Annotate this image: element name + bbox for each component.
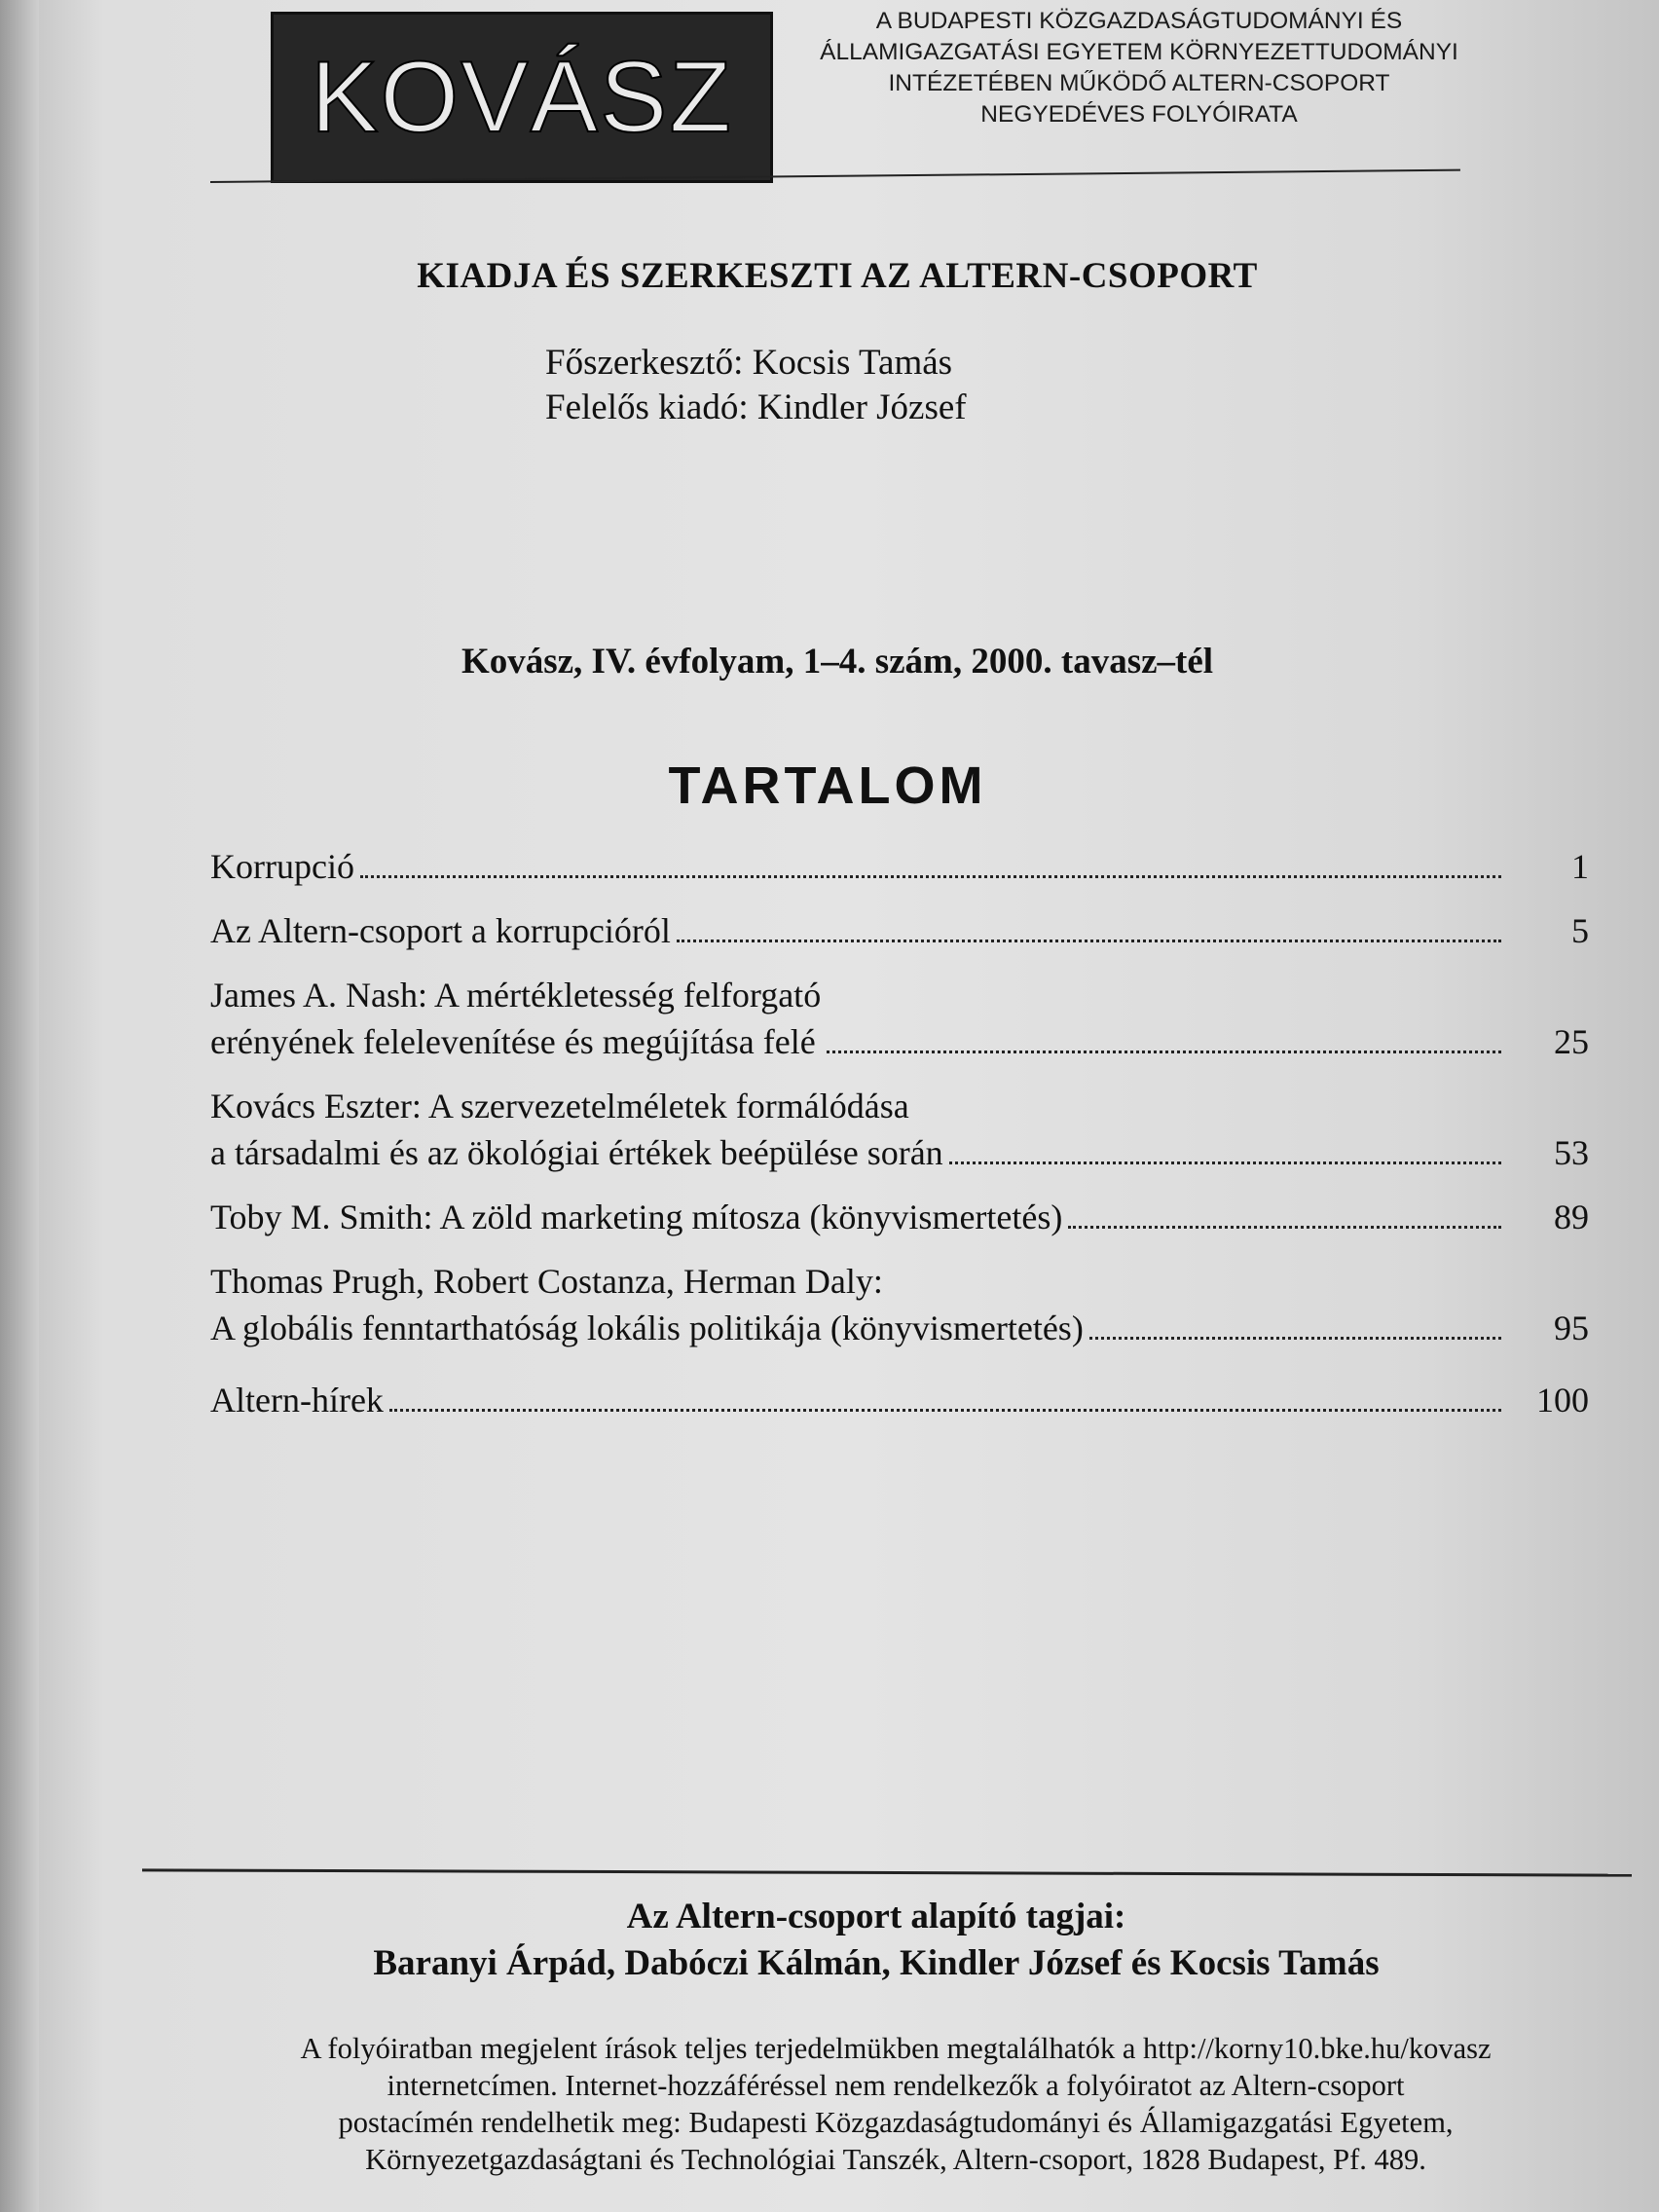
- toc-entry-line: James A. Nash: A mértékletesség felforgató: [210, 976, 822, 1014]
- toc-title: TARTALOM: [668, 756, 987, 815]
- toc-entry-title: [210, 907, 671, 954]
- note-line: internetcímen. Internet-hozzáféréssel nem rendelkezők a folyóiratot az Altern-csoport: [387, 2069, 1405, 2102]
- logo-text: KOVÁSZ: [311, 40, 733, 154]
- toc-page-number: 25: [1554, 1022, 1589, 1061]
- toc-entry-line: a társadalmi és az ökológiai értékek beépülése során: [210, 1133, 943, 1172]
- issue-info: Kovász, IV. évfolyam, 1–4. szám, 2000. tavasz–tél: [461, 642, 1214, 682]
- toc-page-number: 95: [1554, 1309, 1589, 1347]
- note-line: postacímén rendelhetik meg: Budapesti Közgazdaságtudományi és Államigazgatási Egyetem,: [338, 2106, 1454, 2139]
- institution-line: INTÉZETÉBEN MŰKÖDŐ ALTERN-CSOPORT: [888, 70, 1390, 96]
- institution-line: A BUDAPESTI KÖZGAZDASÁGTUDOMÁNYI ÉS: [875, 8, 1403, 34]
- toc-entry-title: [210, 1194, 1062, 1240]
- toc-entry: [210, 1083, 1589, 1176]
- note-line: Környezetgazdaságtani és Technológiai Tanszék, Altern-csoport, 1828 Budapest, Pf. 489.: [365, 2143, 1426, 2176]
- toc-entry-line: Korrupció: [210, 847, 354, 886]
- toc-entry-line: Kovács Eszter: A szervezetelméletek formálódása: [210, 1087, 909, 1125]
- table-of-contents: [210, 843, 1589, 1423]
- founders-heading: Az Altern-csoport alapító tagjai:: [626, 1897, 1126, 1936]
- toc-entry-title: [210, 843, 354, 890]
- toc-dot-leader: [677, 940, 1501, 942]
- toc-dot-leader: [1089, 1337, 1501, 1340]
- toc-entry: [210, 1377, 1589, 1423]
- toc-dot-leader: [1068, 1226, 1501, 1229]
- toc-entry-title: [210, 1377, 384, 1423]
- toc-entry-line: erényének felelevenítése és megújítása felé: [210, 1022, 816, 1061]
- institution-line: NEGYEDÉVES FOLYÓIRATA: [980, 101, 1298, 128]
- editors-block: [545, 341, 1129, 430]
- toc-entry-line: Thomas Prugh, Robert Costanza, Herman Daly:: [210, 1262, 883, 1301]
- founders-names: Baranyi Árpád, Dabóczi Kálmán, Kindler József és Kocsis Tamás: [373, 1943, 1380, 1983]
- toc-entry-line: A globális fenntarthatóság lokális politikája (könyvismertetés): [210, 1309, 1084, 1347]
- responsible-publisher: Felelős kiadó: Kindler József: [545, 387, 967, 427]
- toc-dot-leader: [827, 1051, 1501, 1053]
- toc-entry: [210, 843, 1589, 890]
- toc-dot-leader: [949, 1161, 1501, 1164]
- toc-entry-title: [210, 1258, 1084, 1351]
- toc-entry-line: Altern-hírek: [210, 1381, 384, 1419]
- toc-entry-title: [210, 972, 821, 1065]
- publisher-line: KIADJA ÉS SZERKESZTI AZ ALTERN-CSOPORT: [417, 256, 1258, 296]
- toc-entry-line: Az Altern-csoport a korrupcióról: [210, 911, 671, 950]
- toc-entry-title: [210, 1083, 943, 1176]
- institution-line: ÁLLAMIGAZGATÁSI EGYETEM KÖRNYEZETTUDOMÁNYI: [820, 39, 1458, 65]
- toc-page-number: 89: [1554, 1198, 1589, 1236]
- toc-entry: [210, 1258, 1589, 1351]
- founders-block: [195, 1894, 1558, 1987]
- toc-page-number: 100: [1536, 1381, 1589, 1419]
- toc-dot-leader: [389, 1409, 1501, 1412]
- institution-header: [798, 6, 1480, 130]
- toc-page-number: 53: [1554, 1133, 1589, 1172]
- note-line: A folyóiratban megjelent írások teljes terjedelmükben megtalálhatók a http://korny10.bke.hu/kovasz: [300, 2032, 1492, 2065]
- kovasz-logo: [271, 12, 773, 183]
- toc-entry: [210, 972, 1589, 1065]
- chief-editor: Főszerkesztő: Kocsis Tamás: [545, 343, 953, 383]
- toc-page-number: 5: [1571, 911, 1589, 950]
- toc-page-number: 1: [1571, 847, 1589, 886]
- toc-entry: [210, 1194, 1589, 1240]
- toc-entry: [210, 907, 1589, 954]
- toc-entry-line: Toby M. Smith: A zöld marketing mítosza (könyvismertetés): [210, 1198, 1063, 1236]
- toc-dot-leader: [360, 875, 1501, 878]
- availability-note: [166, 2030, 1626, 2178]
- book-spine-shadow: [0, 0, 39, 2212]
